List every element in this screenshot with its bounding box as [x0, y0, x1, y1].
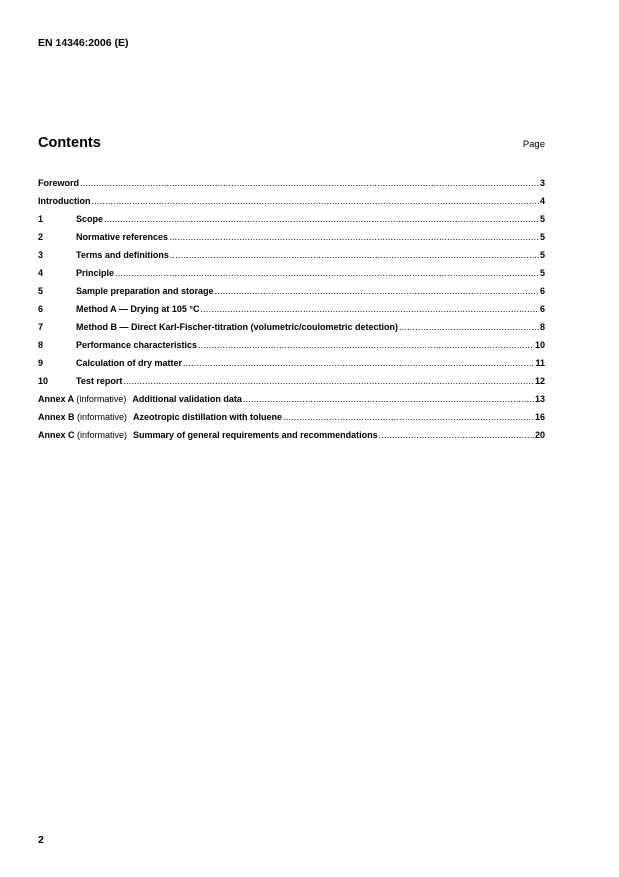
toc-entry-annex-c[interactable]: [38, 426, 545, 444]
toc-entry-number: 8: [38, 340, 44, 350]
toc-entry-page: 6: [539, 304, 545, 314]
toc-entry-test-report[interactable]: [38, 372, 545, 390]
page-number: 2: [38, 834, 44, 846]
table-of-contents: [38, 174, 545, 444]
contents-title: Contents: [38, 135, 101, 151]
document-id: EN 14346:2006 (E): [38, 37, 129, 49]
toc-entry-annex-a[interactable]: [38, 390, 545, 408]
toc-entry-terms-definitions[interactable]: [38, 246, 545, 264]
annex-letter: Annex B: [38, 412, 75, 422]
toc-leader-dots: [399, 318, 539, 336]
toc-entry-page: 8: [539, 322, 545, 332]
toc-entry-foreword[interactable]: [38, 174, 545, 192]
toc-leader-dots: [215, 282, 539, 300]
toc-entry-page: 13: [534, 394, 545, 404]
toc-leader-dots: [243, 390, 534, 408]
annex-type: (informative): [76, 394, 127, 404]
toc-entry-title: Test report: [76, 376, 123, 386]
toc-entry-title: Terms and definitions: [76, 250, 169, 260]
toc-entry-title: Scope: [76, 214, 104, 224]
toc-entry-page: 12: [534, 376, 545, 386]
toc-entry-number: 7: [38, 322, 44, 332]
toc-entry-number: 1: [38, 214, 44, 224]
toc-entry-page: 3: [539, 178, 545, 188]
toc-entry-title: Principle: [76, 268, 115, 278]
toc-entry-title: Calculation of dry matter: [76, 358, 183, 368]
toc-entry-title: Performance characteristics: [76, 340, 198, 350]
page-column-label: Page: [522, 139, 545, 150]
toc-entry-title: Additional validation data: [132, 394, 242, 404]
toc-entry-page: 4: [539, 196, 545, 206]
toc-entry-number: 9: [38, 358, 44, 368]
toc-leader-dots: [283, 408, 534, 426]
toc-entry-annex-b[interactable]: [38, 408, 545, 426]
toc-entry-title: Method A — Drying at 105 °C: [76, 304, 200, 314]
toc-entry-title: Method B — Direct Karl-Fischer-titration (volumetric/coulometric detection): [76, 322, 399, 332]
annex-label: [38, 408, 127, 426]
toc-leader-dots: [123, 372, 534, 390]
toc-entry-title: Normative references: [76, 232, 169, 242]
toc-entry-normative-references[interactable]: [38, 228, 545, 246]
toc-leader-dots: [92, 192, 539, 210]
toc-leader-dots: [104, 210, 539, 228]
toc-entry-number: 2: [38, 232, 44, 242]
toc-entry-number: 6: [38, 304, 44, 314]
toc-leader-dots: [379, 426, 534, 444]
toc-entry-number: 10: [38, 376, 49, 386]
toc-leader-dots: [169, 228, 539, 246]
toc-entry-page: 5: [539, 232, 545, 242]
toc-entry-title: Summary of general requirements and recommendations: [133, 430, 378, 440]
toc-entry-page: 11: [535, 358, 545, 368]
toc-entry-calculation[interactable]: [38, 354, 545, 372]
toc-entry-page: 6: [539, 286, 545, 296]
toc-entry-scope[interactable]: [38, 210, 545, 228]
toc-leader-dots: [200, 300, 539, 318]
annex-label: [38, 390, 126, 408]
toc-entry-page: 10: [534, 340, 545, 350]
toc-entry-method-b[interactable]: [38, 318, 545, 336]
toc-entry-number: 5: [38, 286, 44, 296]
toc-entry-page: 5: [539, 214, 545, 224]
annex-type: (informative): [77, 430, 128, 440]
toc-entry-page: 5: [539, 268, 545, 278]
toc-leader-dots: [198, 336, 534, 354]
toc-entry-principle[interactable]: [38, 264, 545, 282]
toc-entry-number: 3: [38, 250, 44, 260]
toc-entry-title: Foreword: [38, 178, 80, 188]
toc-entry-number: 4: [38, 268, 44, 278]
toc-entry-performance[interactable]: [38, 336, 545, 354]
toc-entry-title: Sample preparation and storage: [76, 286, 214, 296]
toc-entry-page: 16: [534, 412, 545, 422]
toc-entry-method-a[interactable]: [38, 300, 545, 318]
annex-label: [38, 426, 127, 444]
toc-entry-title: Azeotropic distillation with toluene: [133, 412, 283, 422]
toc-leader-dots: [170, 246, 539, 264]
toc-entry-sample-preparation[interactable]: [38, 282, 545, 300]
toc-entry-title: Introduction: [38, 196, 91, 206]
toc-entry-page: 5: [539, 250, 545, 260]
toc-entry-page: 20: [534, 430, 545, 440]
toc-leader-dots: [115, 264, 539, 282]
toc-leader-dots: [183, 354, 534, 372]
annex-letter: Annex C: [38, 430, 75, 440]
annex-type: (informative): [77, 412, 128, 422]
toc-entry-introduction[interactable]: [38, 192, 545, 210]
toc-leader-dots: [80, 174, 539, 192]
annex-letter: Annex A: [38, 394, 74, 404]
